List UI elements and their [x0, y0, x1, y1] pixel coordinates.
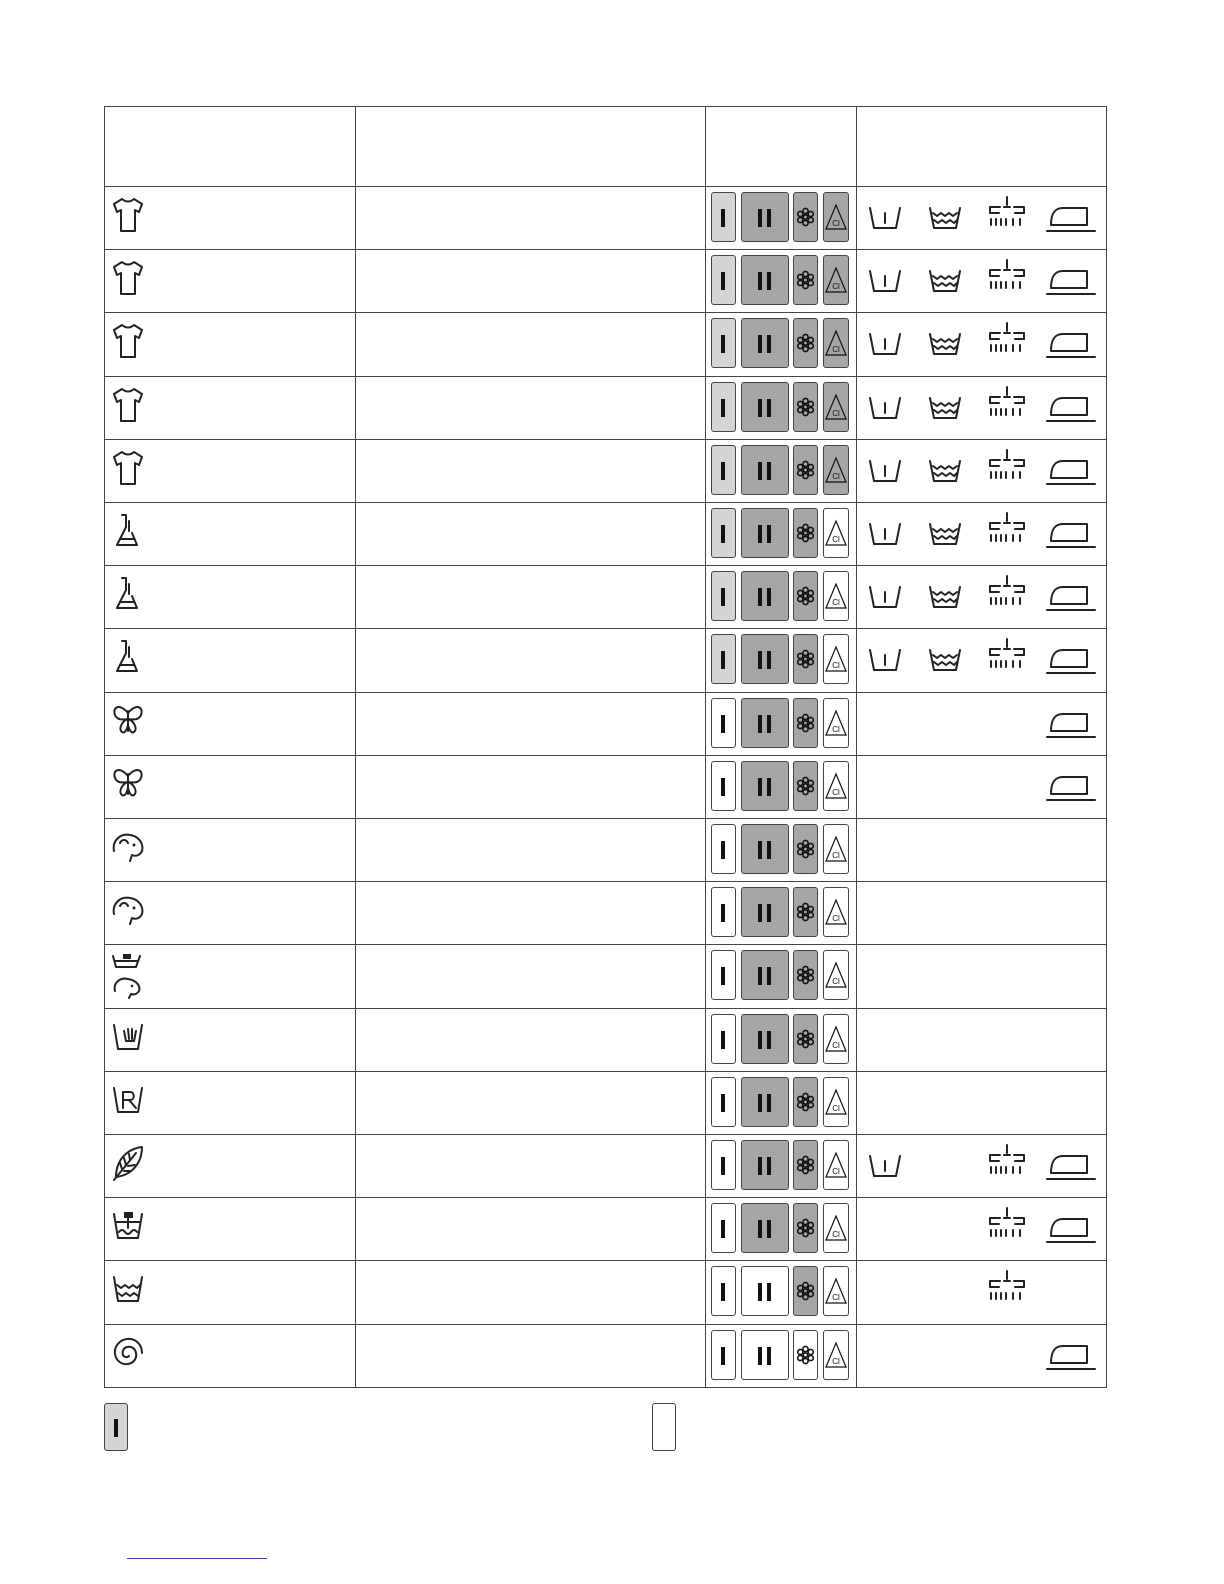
svg-text:Cl: Cl [832, 977, 840, 987]
chlorine-triangle-icon [824, 1204, 848, 1252]
legend-key-optional [652, 1403, 676, 1451]
snowflake-icon [794, 509, 817, 557]
key-main-wash [741, 255, 789, 305]
wash-30-icon [867, 329, 903, 364]
legend-key-preselected [104, 1403, 128, 1451]
care-symbols [857, 1082, 1105, 1126]
chlorine-triangle-icon [824, 888, 848, 936]
key-chlorine [823, 1014, 849, 1064]
key-prewash [711, 508, 736, 558]
table-row [105, 945, 1106, 1008]
flask-icon [110, 574, 146, 620]
chlorine-triangle-icon [824, 1078, 848, 1126]
footer-rule [127, 1558, 267, 1559]
svg-text:Cl: Cl [832, 1167, 840, 1176]
dryer-icon [987, 637, 1027, 676]
chlorine-triangle-icon [824, 1015, 848, 1063]
key-chlorine [823, 824, 849, 874]
key-rinse-hold [793, 1203, 818, 1253]
dryer-icon [987, 1206, 1027, 1245]
care-symbols [857, 1271, 1105, 1315]
svg-text:Cl: Cl [832, 1356, 840, 1366]
care-symbols [857, 955, 1105, 999]
key-chlorine [823, 950, 849, 1000]
key-chlorine [823, 1077, 849, 1127]
table-row [105, 629, 1106, 692]
wash-60-icon [927, 266, 963, 301]
iron-icon [1045, 1151, 1097, 1186]
key-main-wash [741, 1330, 789, 1380]
iron-icon [1045, 645, 1097, 680]
key-prewash [711, 1014, 736, 1064]
care-symbols [857, 1145, 1105, 1189]
option-keys [711, 318, 851, 371]
care-symbols [857, 197, 1105, 241]
key-main-wash [741, 634, 789, 684]
option-keys [711, 1330, 851, 1383]
snowflake-icon [794, 446, 817, 494]
spin-icon [110, 1333, 146, 1379]
chlorine-triangle-icon [824, 699, 848, 747]
iron-icon [1045, 709, 1097, 744]
key-prewash [711, 698, 736, 748]
option-keys [711, 887, 851, 940]
key-rinse-hold [793, 824, 818, 874]
chlorine-triangle-icon [824, 193, 848, 241]
table-row [105, 440, 1106, 503]
chlorine-triangle-icon [824, 319, 848, 367]
key-main-wash [741, 887, 789, 937]
key-prewash [711, 1077, 736, 1127]
wash-60-icon [927, 203, 963, 238]
key-rinse-hold [793, 192, 818, 242]
snowflake-icon [794, 888, 817, 936]
option-keys [711, 1077, 851, 1130]
key-prewash [711, 887, 736, 937]
sheep-icon [110, 827, 146, 873]
table-row [105, 250, 1106, 313]
iron-icon [1045, 1214, 1097, 1249]
svg-text:Cl: Cl [832, 1040, 840, 1050]
chlorine-triangle-icon [824, 1141, 848, 1189]
iron-icon [1045, 582, 1097, 617]
wash-30-icon [867, 393, 903, 428]
table-row [105, 1135, 1106, 1198]
snowflake-icon [794, 193, 817, 241]
wash-30-icon [867, 582, 903, 617]
butterfly-icon [110, 701, 146, 747]
program-table [104, 106, 1107, 1388]
svg-text:Cl: Cl [832, 219, 840, 228]
chlorine-triangle-icon [824, 572, 848, 620]
snowflake-icon [794, 825, 817, 873]
dryer-icon [987, 1269, 1027, 1308]
key-chlorine [823, 255, 849, 305]
svg-text:Cl: Cl [832, 914, 840, 924]
key-rinse-hold [793, 255, 818, 305]
svg-text:Cl: Cl [832, 471, 840, 481]
key-rinse-hold [793, 1077, 818, 1127]
snowflake-icon [794, 1078, 817, 1126]
table-row [105, 377, 1106, 440]
option-keys [711, 1014, 851, 1067]
svg-text:Cl: Cl [832, 1103, 840, 1113]
snowflake-icon [794, 572, 817, 620]
svg-text:Cl: Cl [832, 535, 840, 544]
table-row [105, 756, 1106, 819]
key-main-wash [741, 761, 789, 811]
care-symbols [857, 892, 1105, 936]
table-row [105, 1261, 1106, 1324]
key-prewash [711, 824, 736, 874]
snowflake-icon [794, 1015, 817, 1063]
chlorine-triangle-icon [824, 951, 848, 999]
key-main-wash [741, 192, 789, 242]
svg-text:Cl: Cl [832, 1293, 840, 1303]
key-rinse-hold [793, 382, 818, 432]
wash-60-icon [927, 329, 963, 364]
option-keys [711, 634, 851, 687]
wash-60-icon [927, 582, 963, 617]
snowflake-icon [794, 256, 817, 304]
option-keys [711, 445, 851, 498]
chlorine-triangle-icon [824, 509, 848, 557]
key-chlorine [823, 382, 849, 432]
table-row [105, 819, 1106, 882]
table-row [105, 503, 1106, 566]
key-rinse-hold [793, 571, 818, 621]
key-chlorine [823, 1203, 849, 1253]
key-rinse-hold [793, 698, 818, 748]
key-rinse-hold [793, 318, 818, 368]
key-chlorine [823, 761, 849, 811]
iron-icon [1045, 203, 1097, 238]
shirt-icon [110, 321, 146, 367]
wash-30-icon [867, 203, 903, 238]
care-symbols [857, 703, 1105, 747]
wash-30-icon [867, 1151, 903, 1186]
key-main-wash [741, 1203, 789, 1253]
key-rinse-hold [793, 887, 818, 937]
option-keys [711, 192, 851, 245]
snowflake-icon [794, 1267, 817, 1315]
key-main-wash [741, 508, 789, 558]
option-keys [711, 1266, 851, 1319]
wash-30-icon [867, 645, 903, 680]
key-main-wash [741, 824, 789, 874]
key-prewash [711, 192, 736, 242]
key-main-wash [741, 1014, 789, 1064]
chlorine-triangle-icon [824, 256, 848, 304]
iron-icon [1045, 1341, 1097, 1376]
shirt-icon [110, 258, 146, 304]
leaf-icon [110, 1143, 146, 1189]
snowflake-icon [794, 383, 817, 431]
dryer-icon [987, 385, 1027, 424]
snowflake-icon [794, 951, 817, 999]
key-main-wash [741, 698, 789, 748]
key-main-wash [741, 1266, 789, 1316]
table-row [105, 187, 1106, 250]
key-prewash [711, 950, 736, 1000]
care-symbols [857, 323, 1105, 367]
svg-text:Cl: Cl [832, 661, 840, 671]
rapid-wash-icon [110, 1080, 146, 1126]
key-chlorine [823, 1140, 849, 1190]
option-keys [711, 1203, 851, 1256]
key-chlorine [823, 887, 849, 937]
wash-30-icon [867, 456, 903, 491]
svg-text:Cl: Cl [832, 598, 840, 608]
table-row [105, 313, 1106, 376]
dryer-icon [987, 574, 1027, 613]
chlorine-triangle-icon [824, 383, 848, 431]
wash-60-icon [927, 456, 963, 491]
option-keys [711, 1140, 851, 1193]
shirt-icon [110, 195, 146, 241]
chlorine-triangle-icon [824, 762, 848, 810]
svg-text:Cl: Cl [832, 787, 840, 797]
chlorine-triangle-icon [824, 1267, 848, 1315]
snowflake-icon [794, 635, 817, 683]
key-main-wash [741, 445, 789, 495]
svg-text:Cl: Cl [832, 282, 840, 292]
dryer-icon [987, 448, 1027, 487]
iron-icon [1045, 329, 1097, 364]
care-symbols [857, 1208, 1105, 1252]
key-chlorine [823, 1330, 849, 1380]
dryer-icon [987, 195, 1027, 234]
wash-60-icon [927, 645, 963, 680]
key-rinse-hold [793, 634, 818, 684]
care-symbols [857, 639, 1105, 683]
table-row [105, 566, 1106, 629]
sheep-icon [110, 890, 146, 936]
care-symbols [857, 829, 1105, 873]
chlorine-triangle-icon [824, 825, 848, 873]
iron-icon [1045, 519, 1097, 554]
key-prewash [711, 382, 736, 432]
chlorine-triangle-icon [824, 446, 848, 494]
key-prewash [711, 634, 736, 684]
shirt-icon [110, 385, 146, 431]
option-keys [711, 824, 851, 877]
key-main-wash [741, 571, 789, 621]
wash-30-icon [867, 266, 903, 301]
key-prewash [711, 571, 736, 621]
rinse-icon [110, 1269, 146, 1315]
snowflake-icon [794, 699, 817, 747]
care-symbols [857, 387, 1105, 431]
iron-icon [1045, 456, 1097, 491]
key-main-wash [741, 318, 789, 368]
table-row [105, 1009, 1106, 1072]
key-rinse-hold [793, 1014, 818, 1064]
svg-text:Cl: Cl [832, 1230, 840, 1240]
chlorine-triangle-icon [824, 635, 848, 683]
snowflake-icon [794, 1141, 817, 1189]
wash-30-icon [867, 519, 903, 554]
tap-sheep-icon [110, 953, 146, 999]
care-symbols [857, 513, 1105, 557]
snowflake-icon [794, 762, 817, 810]
option-keys [711, 571, 851, 624]
key-main-wash [741, 382, 789, 432]
care-symbols [857, 450, 1105, 494]
key-main-wash [741, 1140, 789, 1190]
table-row [105, 1325, 1106, 1388]
snowflake-icon [794, 1331, 817, 1379]
tap-wash-icon [110, 1206, 146, 1252]
care-symbols [857, 260, 1105, 304]
iron-icon [1045, 393, 1097, 428]
care-symbols [857, 1019, 1105, 1063]
snowflake-icon [794, 319, 817, 367]
key-prewash [711, 1203, 736, 1253]
table-row [105, 1072, 1106, 1135]
wash-60-icon [927, 393, 963, 428]
wash-60-icon [927, 519, 963, 554]
key-rinse-hold [793, 1330, 818, 1380]
key-rinse-hold [793, 950, 818, 1000]
option-keys [711, 255, 851, 308]
flask-icon [110, 511, 146, 557]
key-main-wash [741, 950, 789, 1000]
option-keys [711, 698, 851, 751]
svg-text:Cl: Cl [832, 851, 840, 860]
care-symbols [857, 1335, 1105, 1379]
key-prewash [711, 445, 736, 495]
key-chlorine [823, 445, 849, 495]
key-chlorine [823, 318, 849, 368]
key-prewash [711, 318, 736, 368]
option-keys [711, 382, 851, 435]
svg-text:Cl: Cl [832, 724, 840, 734]
dryer-icon [987, 511, 1027, 550]
iron-icon [1045, 772, 1097, 807]
hand-wash-icon [110, 1017, 146, 1063]
key-prewash [711, 1330, 736, 1380]
svg-text:Cl: Cl [832, 408, 840, 418]
key-prewash [711, 255, 736, 305]
key-chlorine [823, 571, 849, 621]
iron-icon [1045, 266, 1097, 301]
option-keys [711, 761, 851, 814]
table-row [105, 693, 1106, 756]
table-header [105, 107, 1106, 186]
key-chlorine [823, 508, 849, 558]
dryer-icon [987, 1143, 1027, 1182]
care-symbols [857, 576, 1105, 620]
butterfly-icon [110, 764, 146, 810]
snowflake-icon [794, 1204, 817, 1252]
table-row [105, 1198, 1106, 1261]
key-rinse-hold [793, 1266, 818, 1316]
key-chlorine [823, 192, 849, 242]
key-rinse-hold [793, 445, 818, 495]
flask-icon [110, 637, 146, 683]
key-prewash [711, 1140, 736, 1190]
shirt-icon [110, 448, 146, 494]
table-row [105, 882, 1106, 945]
care-symbols [857, 766, 1105, 810]
key-prewash [711, 1266, 736, 1316]
chlorine-triangle-icon [824, 1331, 848, 1379]
key-chlorine [823, 1266, 849, 1316]
svg-text:Cl: Cl [832, 345, 840, 355]
dryer-icon [987, 321, 1027, 360]
key-rinse-hold [793, 508, 818, 558]
key-chlorine [823, 698, 849, 748]
key-rinse-hold [793, 761, 818, 811]
key-chlorine [823, 634, 849, 684]
key-prewash [711, 761, 736, 811]
option-keys [711, 950, 851, 1003]
key-rinse-hold [793, 1140, 818, 1190]
dryer-icon [987, 258, 1027, 297]
option-keys [711, 508, 851, 561]
key-main-wash [741, 1077, 789, 1127]
